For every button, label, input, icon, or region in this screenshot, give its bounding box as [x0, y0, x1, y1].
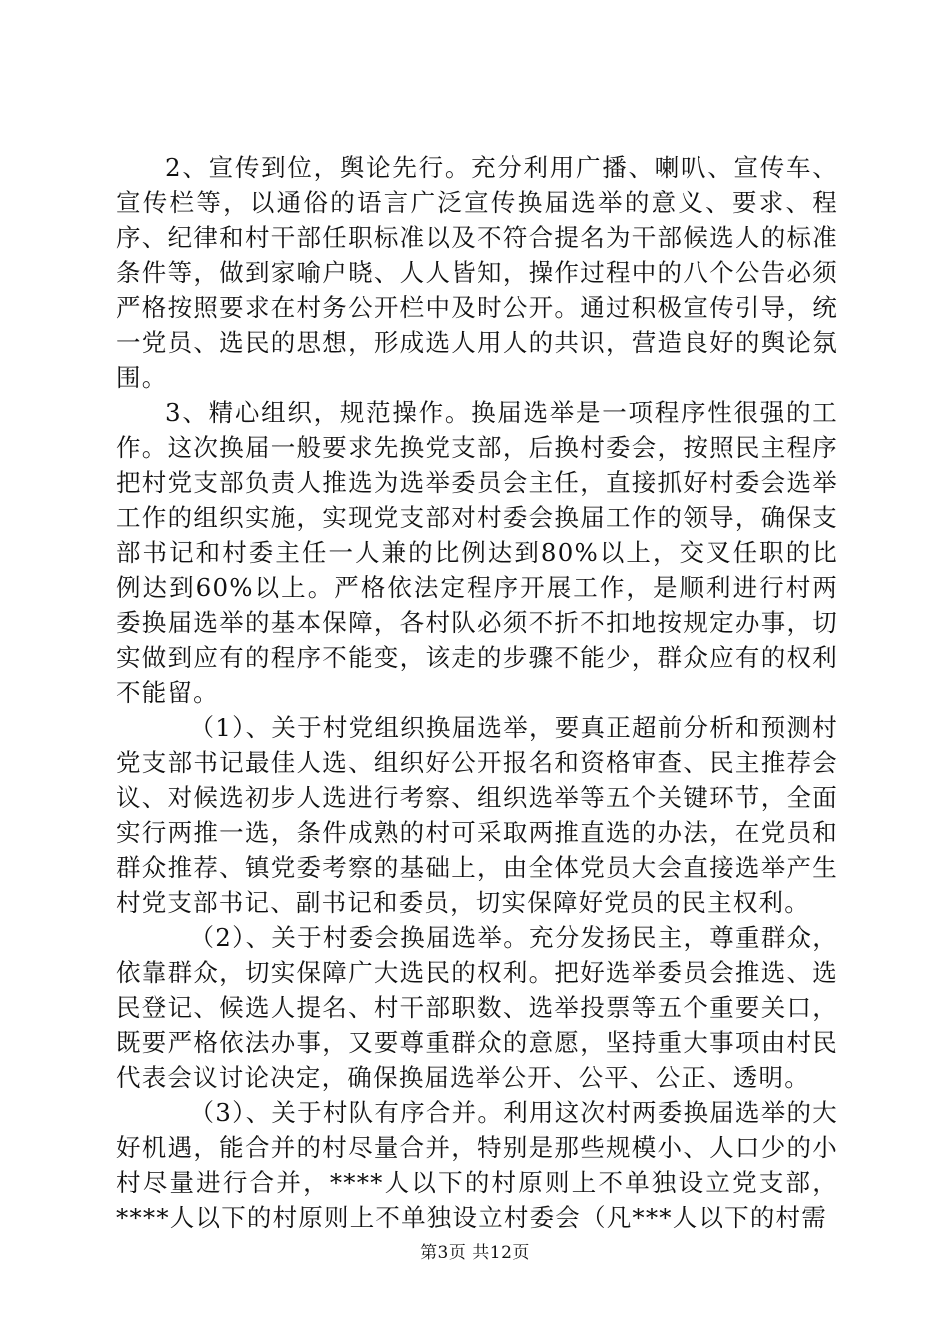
paragraph-party-election: （1）、关于村党组织换届选举，要真正超前分析和预测村党支部书记最佳人选、组织好公开报名和资格审查、民主推荐会议、对候选初步人选进行考察、组织选举等五个关键环节，全面实行两推一选，条件成熟的村可采取两推直选的办法，在党员和群众推荐、镇党委考察的基础上，由全体党员大会直接选举产生村党支部书记、副书记和委员，切实保障好党员的民主权利。 [116, 713, 838, 917]
paragraph-committee-election: （2）、关于村委会换届选举。充分发扬民主，尊重群众，依靠群众，切实保障广大选民的权利。把好选举委员会推选、选民登记、候选人提名、村干部职数、选举投票等五个重要关口，既要严格依法办事，又要尊重群众的意愿，坚持重大事项由村民代表会议讨论决定，确保换届选举公开、公平、公正、透明。 [116, 923, 838, 1092]
paragraph-publicity: 2、宣传到位，舆论先行。充分利用广播、喇叭、宣传车、宣传栏等，以通俗的语言广泛宣传换届选举的意义、要求、程序、纪律和村干部任职标准以及不符合提名为干部候选人的标准条件等，做到家喻户晓、人人皆知，操作过程中的八个公告必须严格按照要求在村务公开栏中及时公开。通过积极宣传引导，统一党员、选民的思想，形成选人用人的共识，营造良好的舆论氛围。 [116, 153, 838, 392]
paragraph-organization: 3、精心组织，规范操作。换届选举是一项程序性很强的工作。这次换届一般要求先换党支部，后换村委会，按照民主程序把村党支部负责人推选为选举委员会主任，直接抓好村委会选举工作的组织实施，实现党支部对村委会换届工作的领导，确保支部书记和村委主任一人兼的比例达到80%以上，交叉任职的比例达到60%以上。严格依法定程序开展工作，是顺利进行村两委换届选举的基本保障，各村队必须不折不扣地按规定办事，切实做到应有的程序不能变，该走的步骤不能少，群众应有的权利不能留。 [116, 398, 838, 707]
paragraph-village-merger: （3）、关于村队有序合并。利用这次村两委换届选举的大好机遇，能合并的村尽量合并，特别是那些规模小、人口少的小村尽量进行合并，****人以下的村原则上不单独设立党支部，****人以下的村原则上不单独设立村委会（凡***人以下的村需 [116, 1098, 838, 1232]
document-body [116, 150, 838, 1235]
page-number-footer: 第3页 共12页 [420, 1243, 530, 1263]
